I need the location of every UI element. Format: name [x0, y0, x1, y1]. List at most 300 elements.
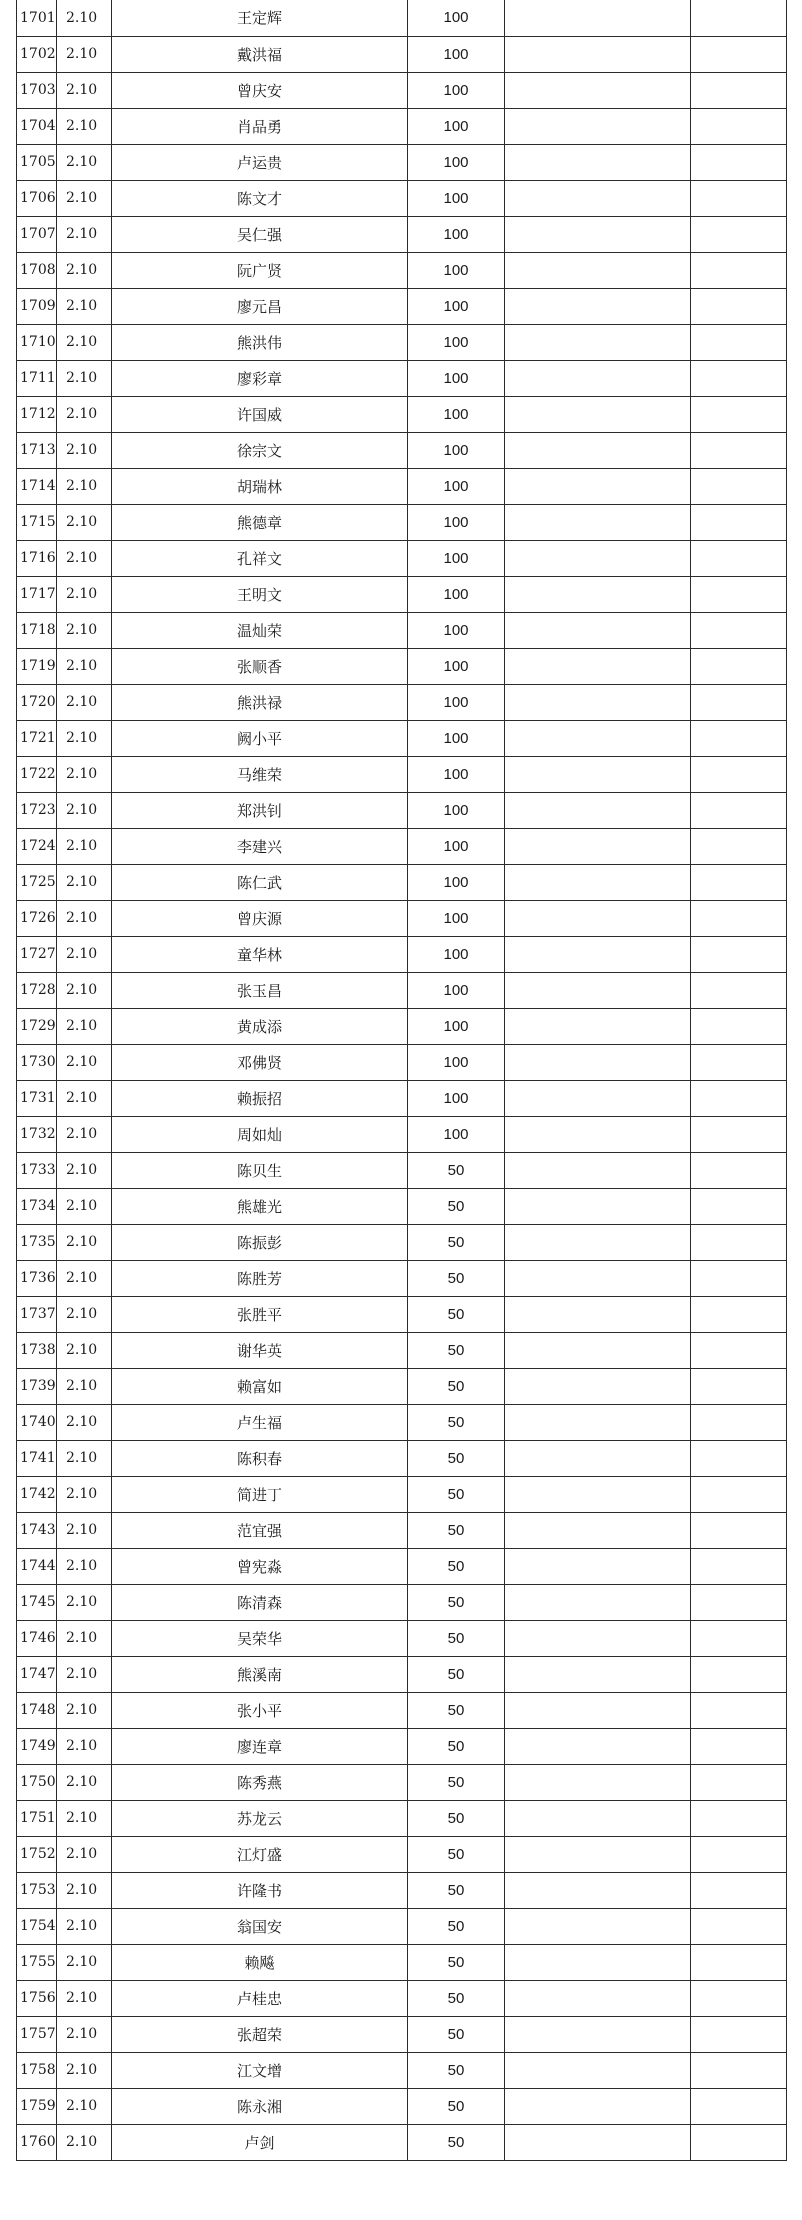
amount-cell: 100 [408, 396, 505, 432]
date-cell: 2.10 [57, 1080, 112, 1116]
row-number-cell: 1720 [17, 684, 57, 720]
blank-cell [505, 468, 691, 504]
row-number-cell: 1722 [17, 756, 57, 792]
amount-cell: 100 [408, 1008, 505, 1044]
name-cell: 郑洪钊 [112, 792, 408, 828]
row-number-cell: 1717 [17, 576, 57, 612]
blank-cell [691, 1188, 787, 1224]
row-number-cell: 1724 [17, 828, 57, 864]
date-cell: 2.10 [57, 1440, 112, 1476]
blank-cell [691, 828, 787, 864]
name-cell: 曾庆源 [112, 900, 408, 936]
row-number-cell: 1713 [17, 432, 57, 468]
blank-cell [505, 1476, 691, 1512]
row-number-cell: 1747 [17, 1656, 57, 1692]
blank-cell [505, 252, 691, 288]
blank-cell [691, 684, 787, 720]
amount-cell: 100 [408, 900, 505, 936]
name-cell: 熊德章 [112, 504, 408, 540]
table-row [17, 2124, 787, 2160]
date-cell: 2.10 [57, 2016, 112, 2052]
date-cell: 2.10 [57, 1980, 112, 2016]
blank-cell [691, 1224, 787, 1260]
amount-cell: 50 [408, 2052, 505, 2088]
amount-cell: 100 [408, 648, 505, 684]
table-row [17, 108, 787, 144]
blank-cell [691, 1476, 787, 1512]
row-number-cell: 1739 [17, 1368, 57, 1404]
blank-cell [691, 1044, 787, 1080]
amount-cell: 100 [408, 504, 505, 540]
name-cell: 陈振彭 [112, 1224, 408, 1260]
blank-cell [505, 1188, 691, 1224]
blank-cell [691, 252, 787, 288]
blank-cell [691, 1368, 787, 1404]
date-cell: 2.10 [57, 1944, 112, 1980]
name-cell: 肖品勇 [112, 108, 408, 144]
date-cell: 2.10 [57, 792, 112, 828]
row-number-cell: 1755 [17, 1944, 57, 1980]
name-cell: 廖连章 [112, 1728, 408, 1764]
table-row [17, 1980, 787, 2016]
blank-cell [505, 324, 691, 360]
blank-cell [691, 2052, 787, 2088]
amount-cell: 100 [408, 972, 505, 1008]
blank-cell [505, 1980, 691, 2016]
date-cell: 2.10 [57, 1044, 112, 1080]
row-number-cell: 1757 [17, 2016, 57, 2052]
blank-cell [505, 1368, 691, 1404]
table-row [17, 72, 787, 108]
amount-cell: 50 [408, 2124, 505, 2160]
name-cell: 陈胜芳 [112, 1260, 408, 1296]
row-number-cell: 1718 [17, 612, 57, 648]
table-row [17, 1080, 787, 1116]
amount-cell: 100 [408, 36, 505, 72]
name-cell: 曾宪淼 [112, 1548, 408, 1584]
blank-cell [691, 396, 787, 432]
name-cell: 简进丁 [112, 1476, 408, 1512]
table-row [17, 2052, 787, 2088]
blank-cell [505, 1116, 691, 1152]
row-number-cell: 1727 [17, 936, 57, 972]
table-row [17, 972, 787, 1008]
amount-cell: 50 [408, 1296, 505, 1332]
table-row [17, 1368, 787, 1404]
blank-cell [505, 1584, 691, 1620]
table-row [17, 756, 787, 792]
date-cell: 2.10 [57, 1908, 112, 1944]
blank-cell [691, 1332, 787, 1368]
row-number-cell: 1736 [17, 1260, 57, 1296]
blank-cell [505, 576, 691, 612]
blank-cell [691, 216, 787, 252]
name-cell: 吴仁强 [112, 216, 408, 252]
blank-cell [691, 1008, 787, 1044]
name-cell: 陈清森 [112, 1584, 408, 1620]
name-cell: 李建兴 [112, 828, 408, 864]
amount-cell: 100 [408, 792, 505, 828]
blank-cell [505, 1044, 691, 1080]
date-cell: 2.10 [57, 1188, 112, 1224]
row-number-cell: 1703 [17, 72, 57, 108]
date-cell: 2.10 [57, 720, 112, 756]
blank-cell [691, 1908, 787, 1944]
name-cell: 熊洪伟 [112, 324, 408, 360]
name-cell: 胡瑞林 [112, 468, 408, 504]
amount-cell: 50 [408, 1836, 505, 1872]
amount-cell: 100 [408, 612, 505, 648]
date-cell: 2.10 [57, 0, 112, 36]
blank-cell [505, 684, 691, 720]
blank-cell [505, 36, 691, 72]
name-cell: 王定辉 [112, 0, 408, 36]
blank-cell [691, 1440, 787, 1476]
blank-cell [505, 1620, 691, 1656]
name-cell: 廖元昌 [112, 288, 408, 324]
name-cell: 范宜强 [112, 1512, 408, 1548]
table-row [17, 288, 787, 324]
amount-cell: 100 [408, 108, 505, 144]
table-row [17, 612, 787, 648]
amount-cell: 50 [408, 1728, 505, 1764]
amount-cell: 100 [408, 72, 505, 108]
blank-cell [691, 1872, 787, 1908]
table-row [17, 1332, 787, 1368]
blank-cell [505, 1908, 691, 1944]
table-row [17, 936, 787, 972]
table-row [17, 1836, 787, 1872]
blank-cell [505, 216, 691, 252]
blank-cell [691, 504, 787, 540]
date-cell: 2.10 [57, 1332, 112, 1368]
amount-cell: 50 [408, 1476, 505, 1512]
blank-cell [505, 180, 691, 216]
row-number-cell: 1758 [17, 2052, 57, 2088]
date-cell: 2.10 [57, 180, 112, 216]
blank-cell [691, 36, 787, 72]
row-number-cell: 1743 [17, 1512, 57, 1548]
blank-cell [691, 1548, 787, 1584]
date-cell: 2.10 [57, 1260, 112, 1296]
blank-cell [505, 864, 691, 900]
blank-cell [505, 2088, 691, 2124]
amount-cell: 50 [408, 1620, 505, 1656]
table-row [17, 1728, 787, 1764]
name-cell: 张玉昌 [112, 972, 408, 1008]
amount-cell: 100 [408, 468, 505, 504]
amount-cell: 100 [408, 684, 505, 720]
name-cell: 陈永湘 [112, 2088, 408, 2124]
table-row [17, 540, 787, 576]
blank-cell [691, 1296, 787, 1332]
row-number-cell: 1709 [17, 288, 57, 324]
date-cell: 2.10 [57, 1368, 112, 1404]
blank-cell [691, 2088, 787, 2124]
amount-cell: 100 [408, 576, 505, 612]
row-number-cell: 1750 [17, 1764, 57, 1800]
row-number-cell: 1730 [17, 1044, 57, 1080]
blank-cell [505, 2124, 691, 2160]
table-row [17, 828, 787, 864]
date-cell: 2.10 [57, 72, 112, 108]
amount-cell: 100 [408, 1044, 505, 1080]
blank-cell [691, 900, 787, 936]
date-cell: 2.10 [57, 1656, 112, 1692]
blank-cell [505, 108, 691, 144]
blank-cell [691, 468, 787, 504]
date-cell: 2.10 [57, 1116, 112, 1152]
row-number-cell: 1738 [17, 1332, 57, 1368]
row-number-cell: 1754 [17, 1908, 57, 1944]
name-cell: 戴洪福 [112, 36, 408, 72]
date-cell: 2.10 [57, 432, 112, 468]
date-cell: 2.10 [57, 648, 112, 684]
table-row [17, 2088, 787, 2124]
blank-cell [691, 1116, 787, 1152]
amount-cell: 100 [408, 252, 505, 288]
blank-cell [505, 1332, 691, 1368]
name-cell: 王明文 [112, 576, 408, 612]
name-cell: 江灯盛 [112, 1836, 408, 1872]
table-row [17, 180, 787, 216]
blank-cell [691, 1152, 787, 1188]
table-row [17, 648, 787, 684]
row-number-cell: 1759 [17, 2088, 57, 2124]
blank-cell [505, 1260, 691, 1296]
date-cell: 2.10 [57, 1224, 112, 1260]
blank-cell [691, 1764, 787, 1800]
blank-cell [691, 612, 787, 648]
amount-cell: 50 [408, 1152, 505, 1188]
table-row [17, 324, 787, 360]
date-cell: 2.10 [57, 360, 112, 396]
table-row [17, 1692, 787, 1728]
date-cell: 2.10 [57, 468, 112, 504]
date-cell: 2.10 [57, 576, 112, 612]
blank-cell [505, 1224, 691, 1260]
table-row [17, 36, 787, 72]
row-number-cell: 1756 [17, 1980, 57, 2016]
amount-cell: 50 [408, 1656, 505, 1692]
row-number-cell: 1760 [17, 2124, 57, 2160]
name-cell: 江文增 [112, 2052, 408, 2088]
table-row [17, 468, 787, 504]
blank-cell [505, 720, 691, 756]
amount-cell: 50 [408, 1944, 505, 1980]
date-cell: 2.10 [57, 972, 112, 1008]
blank-cell [691, 1944, 787, 1980]
date-cell: 2.10 [57, 1764, 112, 1800]
name-cell: 张超荣 [112, 2016, 408, 2052]
blank-cell [505, 72, 691, 108]
date-cell: 2.10 [57, 1584, 112, 1620]
row-number-cell: 1731 [17, 1080, 57, 1116]
date-cell: 2.10 [57, 396, 112, 432]
date-cell: 2.10 [57, 828, 112, 864]
table-row [17, 1908, 787, 1944]
blank-cell [505, 1440, 691, 1476]
blank-cell [691, 180, 787, 216]
blank-cell [691, 720, 787, 756]
blank-cell [505, 792, 691, 828]
blank-cell [505, 900, 691, 936]
row-number-cell: 1723 [17, 792, 57, 828]
blank-cell [505, 360, 691, 396]
blank-cell [505, 1764, 691, 1800]
name-cell: 黄成添 [112, 1008, 408, 1044]
amount-cell: 50 [408, 1872, 505, 1908]
amount-cell: 100 [408, 828, 505, 864]
blank-cell [505, 1152, 691, 1188]
date-cell: 2.10 [57, 936, 112, 972]
blank-cell [505, 1944, 691, 1980]
name-cell: 陈贝生 [112, 1152, 408, 1188]
table-row [17, 576, 787, 612]
amount-cell: 100 [408, 180, 505, 216]
blank-cell [691, 1800, 787, 1836]
amount-cell: 100 [408, 720, 505, 756]
name-cell: 翁国安 [112, 1908, 408, 1944]
blank-cell [505, 2016, 691, 2052]
row-number-cell: 1740 [17, 1404, 57, 1440]
amount-cell: 100 [408, 432, 505, 468]
date-cell: 2.10 [57, 1404, 112, 1440]
blank-cell [505, 1296, 691, 1332]
date-cell: 2.10 [57, 1728, 112, 1764]
amount-cell: 100 [408, 360, 505, 396]
name-cell: 徐宗文 [112, 432, 408, 468]
date-cell: 2.10 [57, 864, 112, 900]
date-cell: 2.10 [57, 1872, 112, 1908]
blank-cell [691, 1620, 787, 1656]
blank-cell [691, 0, 787, 36]
table-row [17, 360, 787, 396]
table-row [17, 720, 787, 756]
name-cell: 曾庆安 [112, 72, 408, 108]
name-cell: 卢剑 [112, 2124, 408, 2160]
blank-cell [505, 1836, 691, 1872]
table-row [17, 1944, 787, 1980]
table-row [17, 1548, 787, 1584]
table-row [17, 1152, 787, 1188]
blank-cell [691, 144, 787, 180]
table-row [17, 1188, 787, 1224]
name-cell: 熊溪南 [112, 1656, 408, 1692]
table-row [17, 216, 787, 252]
blank-cell [691, 756, 787, 792]
row-number-cell: 1702 [17, 36, 57, 72]
blank-cell [691, 108, 787, 144]
amount-cell: 100 [408, 288, 505, 324]
table-row [17, 2016, 787, 2052]
date-cell: 2.10 [57, 540, 112, 576]
table-row [17, 1296, 787, 1332]
blank-cell [505, 936, 691, 972]
table-row [17, 1620, 787, 1656]
blank-cell [505, 1728, 691, 1764]
name-cell: 张顺香 [112, 648, 408, 684]
blank-cell [691, 360, 787, 396]
row-number-cell: 1707 [17, 216, 57, 252]
amount-cell: 100 [408, 540, 505, 576]
blank-cell [691, 1260, 787, 1296]
table-row [17, 144, 787, 180]
row-number-cell: 1721 [17, 720, 57, 756]
table-row [17, 1008, 787, 1044]
amount-cell: 50 [408, 1908, 505, 1944]
name-cell: 邓佛贤 [112, 1044, 408, 1080]
row-number-cell: 1734 [17, 1188, 57, 1224]
blank-cell [691, 540, 787, 576]
row-number-cell: 1732 [17, 1116, 57, 1152]
name-cell: 许国威 [112, 396, 408, 432]
name-cell: 陈仁武 [112, 864, 408, 900]
table-row [17, 1872, 787, 1908]
row-number-cell: 1701 [17, 0, 57, 36]
table-row [17, 0, 787, 36]
row-number-cell: 1748 [17, 1692, 57, 1728]
date-cell: 2.10 [57, 1548, 112, 1584]
blank-cell [505, 540, 691, 576]
amount-cell: 50 [408, 1260, 505, 1296]
blank-cell [505, 0, 691, 36]
blank-cell [505, 396, 691, 432]
donation-table [16, 0, 787, 2161]
amount-cell: 100 [408, 756, 505, 792]
date-cell: 2.10 [57, 684, 112, 720]
row-number-cell: 1737 [17, 1296, 57, 1332]
blank-cell [691, 576, 787, 612]
amount-cell: 50 [408, 1332, 505, 1368]
name-cell: 孔祥文 [112, 540, 408, 576]
blank-cell [691, 1836, 787, 1872]
date-cell: 2.10 [57, 1800, 112, 1836]
name-cell: 熊雄光 [112, 1188, 408, 1224]
date-cell: 2.10 [57, 144, 112, 180]
amount-cell: 50 [408, 2016, 505, 2052]
table-row [17, 684, 787, 720]
date-cell: 2.10 [57, 756, 112, 792]
table-row [17, 1656, 787, 1692]
name-cell: 廖彩章 [112, 360, 408, 396]
blank-cell [505, 1512, 691, 1548]
date-cell: 2.10 [57, 1692, 112, 1728]
row-number-cell: 1745 [17, 1584, 57, 1620]
date-cell: 2.10 [57, 1836, 112, 1872]
amount-cell: 100 [408, 1116, 505, 1152]
amount-cell: 50 [408, 2088, 505, 2124]
name-cell: 童华林 [112, 936, 408, 972]
table-row [17, 1260, 787, 1296]
date-cell: 2.10 [57, 1296, 112, 1332]
table-row [17, 1044, 787, 1080]
date-cell: 2.10 [57, 2052, 112, 2088]
name-cell: 陈积春 [112, 1440, 408, 1476]
blank-cell [505, 1080, 691, 1116]
date-cell: 2.10 [57, 1152, 112, 1188]
name-cell: 赖富如 [112, 1368, 408, 1404]
name-cell: 阙小平 [112, 720, 408, 756]
row-number-cell: 1742 [17, 1476, 57, 1512]
blank-cell [691, 72, 787, 108]
date-cell: 2.10 [57, 2124, 112, 2160]
table-row [17, 252, 787, 288]
blank-cell [505, 648, 691, 684]
amount-cell: 50 [408, 1980, 505, 2016]
name-cell: 苏龙云 [112, 1800, 408, 1836]
amount-cell: 100 [408, 216, 505, 252]
